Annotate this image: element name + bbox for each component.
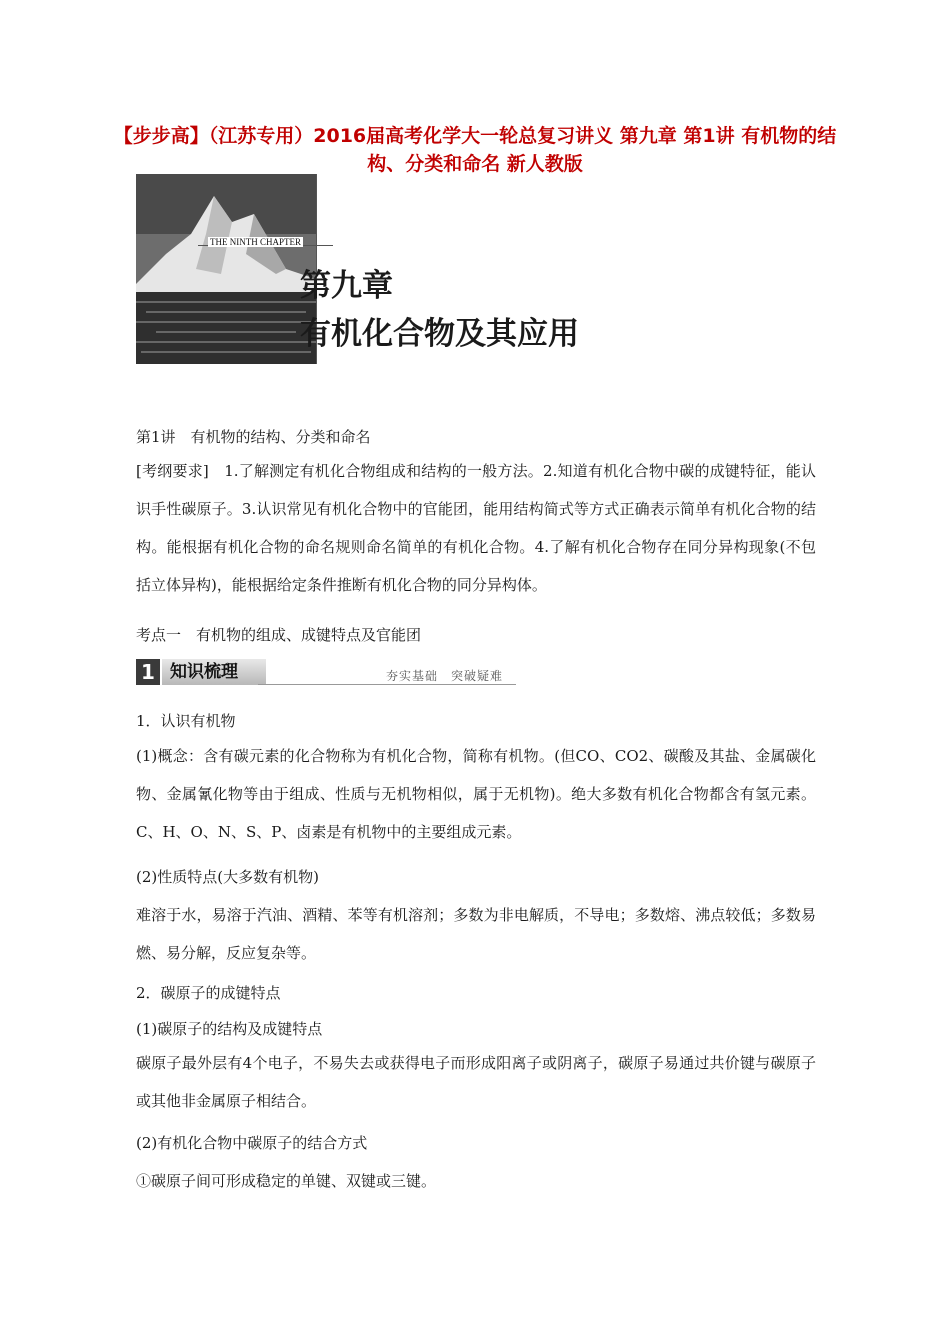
concept-paragraph: (1)概念：含有碳元素的化合物称为有机化合物，简称有机物。(但CO、CO2、碳酸及其盐、金属碳化物、金属氰化物等由于组成、性质与无机物相似，属于无机物)。绝大多数有机化合物都含有氢元素。C、H、O、N、S、P、卤素是有机物中的主要组成元素。 — [136, 747, 816, 841]
section-title: 知识梳理 — [162, 659, 266, 685]
section-bar — [136, 657, 516, 687]
property-heading: (2)性质特点(大多数有机物) — [136, 868, 319, 886]
property-paragraph: 难溶于水，易溶于汽油、酒精、苯等有机溶剂；多数为非电解质，不导电；多数熔、沸点较低；多数易燃、易分解，反应复杂等。 — [136, 906, 816, 962]
structure-paragraph: 碳原子最外层有4个电子，不易失去或获得电子而形成阳离子或阴离子，碳原子易通过共价键与碳原子或其他非金属原子相结合。 — [136, 1054, 816, 1110]
chapter-number: 第九章 — [300, 268, 393, 304]
topic-heading: 考点一 有机物的组成、成键特点及官能团 — [136, 626, 422, 644]
structure-heading: (1)碳原子的结构及成键特点 — [136, 1020, 323, 1038]
chapter-name: 有机化合物及其应用 — [300, 316, 579, 352]
chapter-banner — [136, 174, 616, 366]
section-rule — [258, 684, 516, 685]
document-title: 【步步高】（江苏专用）2016届高考化学大一轮总复习讲义 第九章 第1讲 有机物的结构、分类和命名 新人教版 — [113, 125, 837, 175]
chapter-english-label: THE NINTH CHAPTER — [210, 237, 301, 247]
bonding-heading: (2)有机化合物中碳原子的结合方式 — [136, 1134, 368, 1152]
heading-1: 1．认识有机物 — [136, 712, 236, 730]
section-number: 1 — [136, 659, 160, 685]
heading-2: 2．碳原子的成键特点 — [136, 984, 281, 1002]
iceberg-photo — [136, 174, 316, 364]
syllabus-paragraph: [考纲要求] 1.了解测定有机化合物组成和结构的一般方法。2.知道有机化合物中碳的成键特征，能认识手性碳原子。3.认识常见有机化合物中的官能团，能用结构简式等方式正确表示简单有机化合物的结构。能根据有机化合物的命名规则命名简单的有机化合物。4.了解有机化合物存在同分异构现象(不包括立体异构)，能根据给定条件推断有机化合物的同分异构体。 — [136, 462, 816, 594]
lecture-title: 第1讲 有机物的结构、分类和命名 — [136, 428, 371, 446]
bonding-item-1: ①碳原子间可形成稳定的单键、双键或三键。 — [136, 1172, 437, 1190]
section-subtitle: 夯实基础 突破疑难 — [386, 669, 504, 683]
